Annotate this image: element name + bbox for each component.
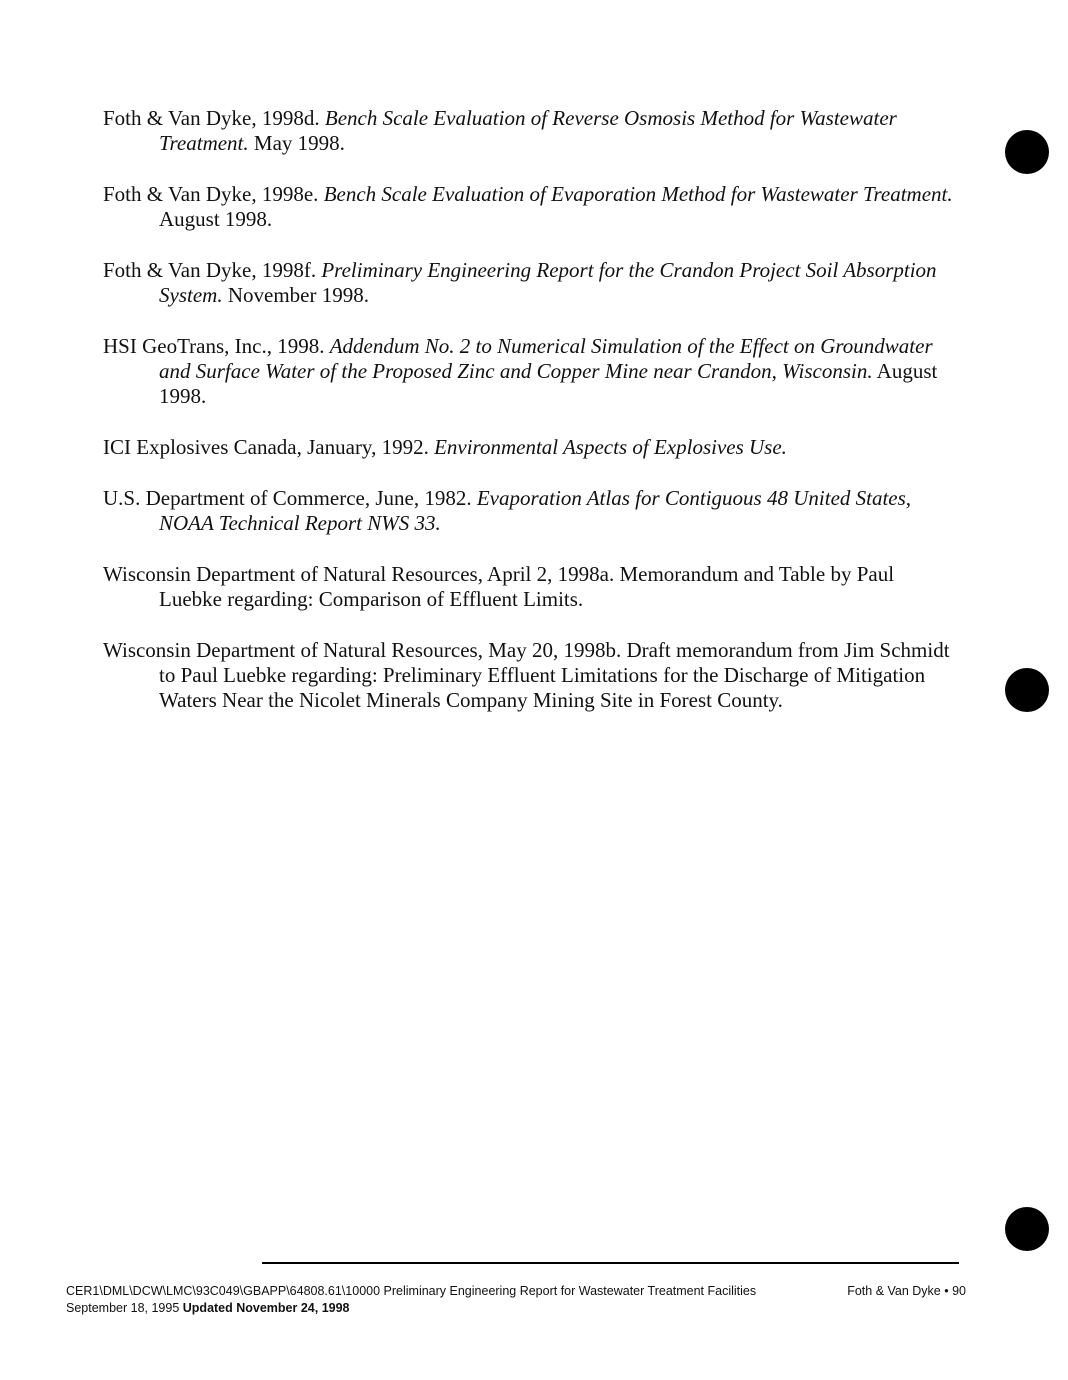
reference-entry [103,562,953,612]
reference-entry [103,106,953,156]
reference-tail: August 1998. [159,359,938,408]
reference-entry [103,334,953,409]
reference-title: Environmental Aspects of Explosives Use. [434,435,787,459]
reference-tail: Memorandum and Table by Paul Luebke regarding: Comparison of Effluent Limits. [159,562,895,611]
reference-tail: Draft memorandum from Jim Schmidt to Paul Luebke regarding: Preliminary Effluent Limitations for the Discharge of Mitigation Waters Near the Nicolet Minerals Company Mining Site in Forest County. [159,638,950,712]
reference-title: Evaporation Atlas for Contiguous 48 United States, NOAA Technical Report NWS 33. [159,486,912,535]
reference-list [103,106,953,739]
reference-lead: Wisconsin Department of Natural Resources, April 2, 1998a. [103,562,615,586]
reference-tail: August 1998. [159,207,273,231]
reference-tail: November 1998. [227,283,369,307]
footer-updated: Updated November 24, 1998 [182,1301,350,1315]
reference-lead: ICI Explosives Canada, January, 1992. [103,435,429,459]
footer-divider [262,1262,959,1264]
punch-hole-bottom [1005,1207,1049,1251]
reference-title: Preliminary Engineering Report for the Crandon Project Soil Absorption System. [159,258,937,307]
reference-entry [103,435,953,460]
reference-lead: U.S. Department of Commerce, June, 1982. [103,486,472,510]
reference-entry [103,182,953,232]
footer-file-path: CER1\DML\DCW\LMC\93C049\GBAPP\64808.61\10000 [66,1284,381,1298]
punch-hole-top [1005,130,1049,174]
footer-line-1 [66,1283,966,1300]
footer-left [66,1283,756,1300]
reference-entry [103,258,953,308]
page-footer [66,1283,966,1317]
reference-lead: HSI GeoTrans, Inc., 1998. [103,334,325,358]
reference-title: Bench Scale Evaluation of Reverse Osmosis Method for Wastewater Treatment. [159,106,897,155]
reference-title: Bench Scale Evaluation of Evaporation Method for Wastewater Treatment. [323,182,953,206]
reference-tail: May 1998. [253,131,345,155]
reference-lead: Foth & Van Dyke, 1998f. [103,258,317,282]
reference-lead: Wisconsin Department of Natural Resources, May 20, 1998b. [103,638,622,662]
footer-line-2 [66,1300,966,1317]
reference-entry [103,486,953,536]
reference-lead: Foth & Van Dyke, 1998e. [103,182,319,206]
reference-title: Addendum No. 2 to Numerical Simulation of the Effect on Groundwater and Surface Water of the Proposed Zinc and Copper Mine near Crandon, Wisconsin. [159,334,933,383]
reference-lead: Foth & Van Dyke, 1998d. [103,106,320,130]
footer-company-page: Foth & Van Dyke • 90 [847,1284,966,1298]
punch-hole-middle [1005,668,1049,712]
reference-entry [103,638,953,713]
footer-report-title: Preliminary Engineering Report for Wastewater Treatment Facilities [383,1284,757,1298]
footer-date: September 18, 1995 [66,1301,180,1315]
